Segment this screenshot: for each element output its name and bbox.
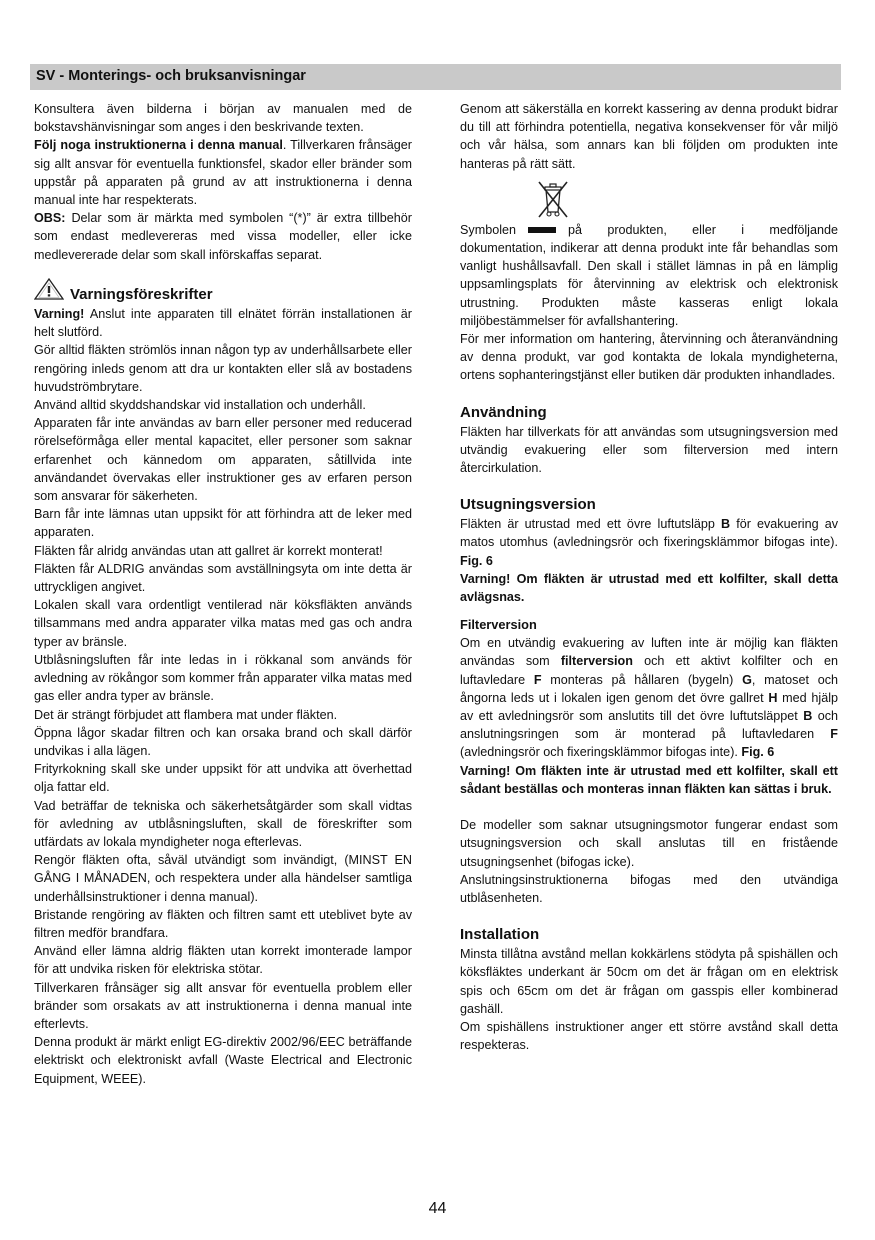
disposal-paragraph: Genom att säkerställa en korrekt kassering av denna produkt bidrar du till att förhindra potentiella, negativa konsekvenser för vår miljö och vår hälsa, som annars kan bli följden om produkten inte hanteras på rätt sätt. [460, 102, 838, 171]
paragraph-2: Använd alltid skyddshandskar vid installation och underhåll. [34, 398, 366, 413]
extraction-title: Utsugningsversion [460, 496, 596, 514]
filter-letter-b: B [803, 709, 813, 724]
models-paragraph: De modeller som saknar utsugningsmotor fungerar endast som utsugningsversion och skall anslutas till en fristående utsugningsenhet (bifogas icke). [460, 818, 838, 869]
paragraph-16: Tillverkaren frånsäger sig allt ansvar för eventuella problem eller bränder som orsakats av att instruktionerna i denna manual inte efterlevts. [34, 980, 412, 1031]
installation-paragraph-2: Om spishällens instruktioner anger ett större avstånd skall detta respekteras. [460, 1019, 838, 1053]
warning-triangle-icon [34, 278, 64, 305]
paragraph-17: Denna produkt är märkt enligt EG-direktiv 2002/96/EEC beträffande elektriskt och elektroniskt avfall (Waste Electrical and Electronic Equipment, WEEE). [34, 1035, 412, 1086]
paragraph-11: Frityrkokning skall ske under uppsikt för att undvika att överhettad olja fattar eld. [34, 762, 412, 795]
page-number: 44 [428, 1200, 447, 1217]
extraction-text-1: Fläkten är utrustad med ett övre luftutsläpp [460, 517, 722, 532]
left-column [34, 100, 412, 1088]
intro-paragraph: Konsultera även bilderna i början av manualen med de bokstavshänvisningar som anges i den beskrivande texten. [34, 102, 412, 135]
installation-title: Installation [460, 926, 540, 944]
filter-text-4: , matoset och ångorna leds ut i lokalen igen genom det övre gallret [460, 672, 838, 705]
filter-text-1: Om en utvändig evakuering av luften inte är möjlig kan fläkten användas som [460, 636, 838, 669]
filter-letter-f: F [533, 672, 542, 687]
paragraph-5: Fläkten får alridg användas utan att gallret är korrekt monterat! [34, 543, 383, 558]
usage-title: Användning [460, 403, 547, 421]
symbol-paragraph [460, 221, 838, 330]
info-paragraph: För mer information om hantering, återvinning och återanvändning av denna produkt, var god kontakta de lokala myndigheterna, ortens sophanteringstjänst eller butiken där produkten inhandlades. [460, 332, 838, 383]
paragraph-9: Det är strängt förbjudet att flambera mat under fläkten. [34, 707, 338, 722]
paragraph-6: Fläkten får ALDRIG användas som avställningsyta om inte detta är uttryckligen angivet. [34, 561, 412, 595]
warnings-title: Varningsföreskrifter [70, 286, 213, 304]
warning-paragraph [34, 305, 412, 341]
right-column [460, 100, 838, 1054]
extraction-b: B [721, 517, 731, 532]
paragraph-10: Öppna lågor skadar filtren och kan orsaka brand och skall därför undvikas i alla lägen. [34, 725, 412, 758]
obs-paragraph [34, 209, 412, 264]
extraction-text-2: för evakuering av matos utomhus (avledningsrör och fixeringsklämmor bifogas inte). [460, 517, 838, 550]
paragraph-8: Utblåsningsluften får inte ledas in i rökkanal som används för avledning av rökångor som kommer från apparater vilka matas med gas eller andra typer av bränsle. [34, 652, 412, 704]
extraction-paragraph [460, 515, 838, 570]
filter-title: Filterversion [460, 617, 537, 633]
filter-text-5: med hjälp av ett avledningsrör som anslutits till det övre luftutsläppet [460, 690, 838, 724]
follow-instructions-bold: Följ noga instruktionerna i denna manual [34, 138, 283, 153]
paragraph-1: Gör alltid fläkten strömlös innan någon typ av underhållsarbete eller rengöring inleds genom att dra ur kontakten eller slå av bostadens huvudströmbrytare. [34, 343, 412, 394]
filter-text-6: och anslutningsringen som är monterad på luftavledaren [460, 709, 839, 742]
symbol-text-2: dokumentation, indikerar att denna produkt inte får behandlas som vanligt hushållsavfall. Den skall i stället lämnas in på en lämplig uppsamlingsplats för återvinning av elektrisk och elektronisk utrustning. Produkten måste kasseras enligt lokala miljöbestämmelser för avfallshantering. [460, 241, 838, 328]
paragraph-7: Lokalen skall vara ordentligt ventilerad när köksfläkten används tillsammans med andra apparater vilka matas med gas och andra typer av bränsle. [34, 598, 412, 649]
weee-icon-row [460, 177, 838, 221]
paragraph-3: Apparaten får inte användas av barn eller personer med reducerad rörelseförmåga eller mental kapacitet, eller personer som saknar erfarenhet och kännedom om apparaten, såtillvida inte användandet övervakas eller instruktioner ges av erfaren person som ansvarar för säkerheten. [34, 416, 412, 504]
paragraph-15: Använd eller lämna aldrig fläkten utan korrekt imonterade lampor för att undvika risken för elektriska stötar. [34, 944, 412, 977]
filter-text-2: och ett aktivt kolfilter och en luftavledare [460, 654, 838, 687]
installation-paragraph-1: Minsta tillåtna avstånd mellan kokkärlens stödyta på spishällen och köksfläktes underkant är 50cm om det är frågan om en elektrisk spis och 65cm om det är frågan om gasspis eller kombinerad gashäll. [460, 947, 838, 1016]
filter-text-3: monteras på hållaren (bygeln) [541, 672, 743, 687]
paragraph-4: Barn får inte lämnas utan uppsikt för att förhindra att de leker med apparaten. [34, 507, 412, 540]
obs-text: Delar som är märkta med symbolen “(*)” är extra tillbehör som endast medlevereras med vissa modeller, eller icke medlevererade delar som skall införskaffas separat. [34, 211, 412, 262]
symbol-word: Symbolen [460, 222, 517, 237]
warning-text: Anslut inte apparaten till elnätet förrän installationen är helt slutförd. [34, 307, 412, 340]
crossed-out-bin-icon [536, 179, 570, 224]
connection-paragraph: Anslutningsinstruktionerna bifogas med den utvändiga utblåsenheten. [460, 872, 838, 905]
filter-fig-ref: Fig. 6 [741, 745, 775, 760]
section-title: SV - Monterings- och bruksanvisningar [36, 68, 306, 84]
filter-warning: Varning! Om fläkten inte är utrustad med ett kolfilter, skall ett sådant beställas och monteras innan fläkten kan sättas i bruk. [460, 763, 838, 796]
extraction-warning: Varning! Om fläkten är utrustad med ett kolfilter, skall detta avlägsnas. [460, 571, 838, 605]
paragraph-14: Bristande rengöring av fläkten och filtren samt ett uteblivet byte av filtren medför brandfara. [34, 907, 412, 940]
warning-label: Varning! [34, 307, 85, 322]
filter-paragraph [460, 634, 838, 761]
paragraph-12: Vad beträffar de tekniska och säkerhetsåtgärder som skall vidtas för avledning av utblåsningsluften, skall de föreskrifter som utfärdats av lokala myndigheter noga efterlevas. [34, 798, 412, 849]
extraction-fig-ref: Fig. 6 [460, 553, 493, 568]
filter-bold-filterversion: filterversion [560, 654, 633, 669]
filter-letter-g: G [742, 672, 752, 687]
obs-label: OBS: [34, 211, 66, 226]
follow-instructions-text: . Tillverkaren frånsäger sig allt ansvar för eventuella funktionsfel, skador eller bränder som uppstår på apparaten på grund av att instruktionerna i denna manual inte har respekterats. [34, 138, 412, 208]
symbol-text-1: på produkten, eller i medföljande [568, 222, 838, 237]
filter-text-7: (avledningsrör och fixeringsklämmor bifogas inte). [460, 745, 742, 760]
black-bar-symbol [528, 227, 556, 233]
filter-letter-f2: F [830, 727, 838, 742]
section-header-bar [30, 64, 841, 90]
paragraph-13: Rengör fläkten ofta, såväl utvändigt som invändigt, (MINST EN GÅNG I MÅNADEN, och respektera under alla händelser samtliga underhållsinstruktioner i denna manual). [34, 853, 412, 904]
filter-letter-h: H [768, 690, 778, 705]
warnings-heading-row [34, 278, 412, 305]
usage-paragraph: Fläkten har tillverkats för att användas som utsugningsversion med utvändig evakuering eller som filterversion med intern återcirkulation. [460, 424, 838, 476]
follow-instructions-paragraph [34, 136, 412, 209]
